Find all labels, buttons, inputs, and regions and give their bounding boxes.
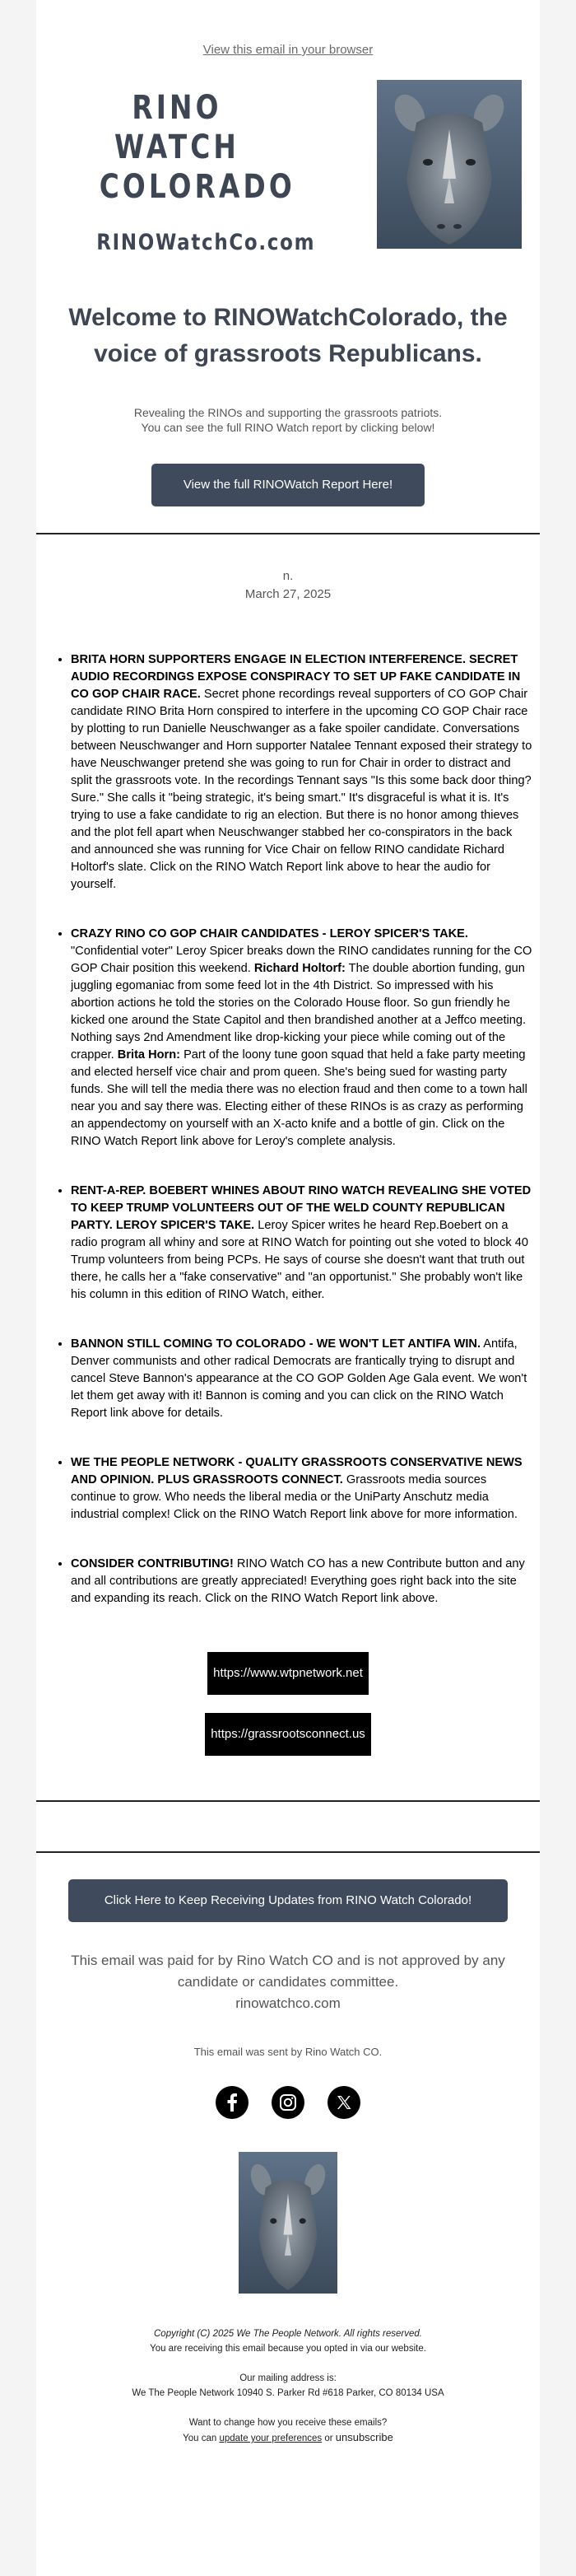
mailing-label: Our mailing address is: — [239, 2373, 337, 2383]
story-headline: CRAZY RINO CO GOP CHAIR CANDIDATES - LEROY SPICER'S TAKE. — [71, 927, 468, 940]
story-headline: CONSIDER CONTRIBUTING! — [71, 1557, 234, 1570]
disclaimer-line-1: This email was paid for by Rino Watch CO and is not approved by any — [71, 1953, 505, 1968]
disclaimer-line-3: rinowatchco.com — [235, 1995, 341, 2011]
story-headline: BANNON STILL COMING TO COLORADO - WE WON'T LET ANTIFA WIN. — [71, 1337, 481, 1351]
receiving-reason: You are receiving this email because you opted in via our website. — [150, 2344, 426, 2354]
story-headline: BRITA HORN SUPPORTERS ENGAGE IN ELECTION INTERFERENCE. SECRET AUDIO RECORDINGS EXPOSE CONSPIRACY TO SET UP FAKE CANDIDATE IN CO GOP CHAIR RACE. — [71, 653, 521, 701]
intro-text — [36, 405, 540, 435]
rhino-image — [377, 80, 522, 249]
story-item — [71, 1454, 540, 1524]
story-body: "Confidential voter" Leroy Spicer breaks down the RINO candidates running for the CO GOP Chair position this weekend. — [71, 945, 532, 975]
legal-footer — [36, 2326, 540, 2446]
spacer — [36, 2401, 540, 2415]
story-item — [71, 926, 540, 1150]
story-list — [36, 651, 540, 1608]
email-body — [36, 0, 540, 2576]
date-block — [36, 567, 540, 604]
wtp-network-link[interactable]: https://www.wtpnetwork.net — [207, 1652, 369, 1695]
copyright-text — [36, 2326, 540, 2341]
view-report-button[interactable]: View the full RINOWatch Report Here! — [151, 464, 425, 506]
x-icon[interactable] — [327, 2086, 360, 2119]
divider-top — [36, 533, 540, 534]
rhino-head-icon — [377, 80, 522, 249]
update-preferences-link[interactable]: update your preferences — [219, 2434, 323, 2443]
copyright-line: Copyright (C) 2025 We The People Network. All rights reserved. — [154, 2329, 422, 2339]
story-item — [71, 1183, 540, 1304]
story-body: Secret phone recordings reveal supporters of CO GOP Chair candidate RINO Brita Horn conspired to interfere in the upcoming CO GOP Chair race by plotting to run Danielle Neuschwanger as a fake spoiler candidate. Conversations between Neuschwanger and Horn supporter Natalee Tennant exposed their strategy to have Neuschwanger pretend she was going to run for Chair in order to distract and split the grassroots vote. In the recordings Tennant says "Is this some back door thing? Sure." She calls it "being strategic, it's being smart." It's disgraceful is what it is. It's trying to use a fake candidate to rig an election. But there is no honor among thieves and the plot fell apart when Neuschwanger stabbed her co-conspirators in the back and announced she was running for Vice Chair on fellow RINO candidate Richard Holtorf's slate. Click on the RINO Watch Report link above to hear the audio for yourself. — [71, 688, 532, 891]
logo — [82, 88, 316, 255]
preferences-line — [36, 2430, 540, 2446]
view-in-browser-link[interactable]: View this email in your browser — [202, 43, 374, 57]
story-body: RINO Watch CO has a new Contribute button and any and all contributions are greatly appreciated! Everything goes right back into the site and expanding its reach. Click on the RINO Watch Report link above. — [71, 1557, 525, 1605]
story-item — [71, 1556, 540, 1608]
facebook-glyph-icon — [216, 2086, 249, 2119]
you-can-text: You can — [183, 2434, 220, 2443]
paid-for-disclaimer — [36, 1950, 540, 2014]
logo-line-2: COLORADO — [99, 168, 295, 206]
sent-by-text: This email was sent by Rino Watch CO. — [193, 2046, 383, 2058]
spacer — [36, 2356, 540, 2371]
story-body: Part of the loony tune goon squad that held a fake party meeting and elected herself vice chair and prom queen. She's being sued for wasting party funds. She will tell the media there was no election fraud and then come to a town hall near you and say there was. Electing either of these RINOs is as crazy as performing an appendectomy on yourself with an X-acto knife and a bottle of gin. Click on the RINO Watch Report link above for Leroy's complete analysis. — [71, 1048, 527, 1148]
story-body: The double abortion funding, gun juggling egomaniac from some feed lot in the 4th District. So impressed with his abortion actions he told the stories on the Colorado House floor. So gun friendly he kicked one around the State Capitol and then brandished another at a Jeffco meeting. Nothing says 2nd Amendment like drop-kicking your piece while coming out of the crapper. — [71, 962, 527, 1062]
story-headline: WE THE PEOPLE NETWORK - QUALITY GRASSROOTS CONSERVATIVE NEWS AND OPINION. PLUS GRASSROOTS CONNECT. — [71, 1456, 523, 1486]
change-question: Want to change how you receive these emails? — [188, 2418, 388, 2428]
intro-line-2: You can see the full RINO Watch report by clicking below! — [141, 421, 435, 434]
main-headline: Welcome to RINOWatchColorado, the voice of grassroots Republicans. — [68, 304, 508, 367]
intro-line-1: Revealing the RINOs and supporting the grassroots patriots. — [133, 406, 443, 419]
story-body: Grassroots media sources continue to grow. Who needs the liberal media or the UniParty Anschutz media industrial complex! Click on the RINO Watch Report link above for more information. — [71, 1473, 518, 1521]
divider-footer — [36, 1851, 540, 1853]
email-header — [36, 57, 540, 255]
story-headline: RENT-A-REP. BOEBERT WHINES ABOUT RINO WATCH REVEALING SHE VOTED TO KEEP TRUMP VOLUNTEERS OUT OF THE WELD COUNTY REPUBLICAN PARTY. LEROY SPICER'S TAKE. — [71, 1184, 532, 1232]
story-item — [71, 1336, 540, 1422]
unsubscribe-link[interactable]: unsubscribe — [335, 2431, 393, 2443]
divider-middle — [36, 1800, 540, 1802]
date-prefix: n. — [282, 569, 294, 583]
facebook-icon[interactable] — [216, 2086, 249, 2119]
story-body: Leroy Spicer writes he heard Rep.Boebert on a radio program all whiny and sore at RINO Watch for pointing out she voted to block 40 Trump volunteers from being PCPs. He says of course she doesn't want that truth out there, he calls her a "fake conservative" and "an opportunist." She probably won't like his column in this edition of RINO Watch, either. — [71, 1219, 528, 1301]
disclaimer-line-2: candidate or candidates committee. — [177, 1974, 399, 1990]
logo-url: RINOWatchCo.com — [96, 230, 316, 255]
keep-receiving-button[interactable]: Click Here to Keep Receiving Updates from RINO Watch Colorado! — [68, 1879, 508, 1922]
grassroots-connect-link[interactable]: https://grassrootsconnect.us — [205, 1713, 371, 1756]
or-text: or — [322, 2434, 336, 2443]
social-links — [36, 2086, 540, 2119]
logo-line-1: RINO WATCH — [114, 89, 239, 166]
mailing-address: We The People Network 10940 S. Parker Rd #618 Parker, CO 80134 USA — [132, 2388, 444, 2398]
story-item — [71, 651, 540, 894]
story-subhead: Richard Holtorf: — [253, 962, 346, 975]
issue-date: March 27, 2025 — [244, 587, 332, 601]
instagram-glyph-icon — [272, 2086, 304, 2119]
story-subhead: Brita Horn: — [117, 1048, 181, 1062]
story-body: Antifa, Denver communists and other radical Democrats are frantically trying to disrupt and cancel Steve Bannon's appearance at the CO GOP Golden Age Gala event. We won't let them get away with it! Bannon is coming and you can click on the RINO Watch Report link above for details. — [71, 1337, 527, 1420]
x-glyph-icon — [327, 2086, 360, 2119]
rhino-footer-icon — [239, 2152, 337, 2294]
instagram-icon[interactable] — [272, 2086, 304, 2119]
rhino-footer-image — [239, 2152, 337, 2294]
